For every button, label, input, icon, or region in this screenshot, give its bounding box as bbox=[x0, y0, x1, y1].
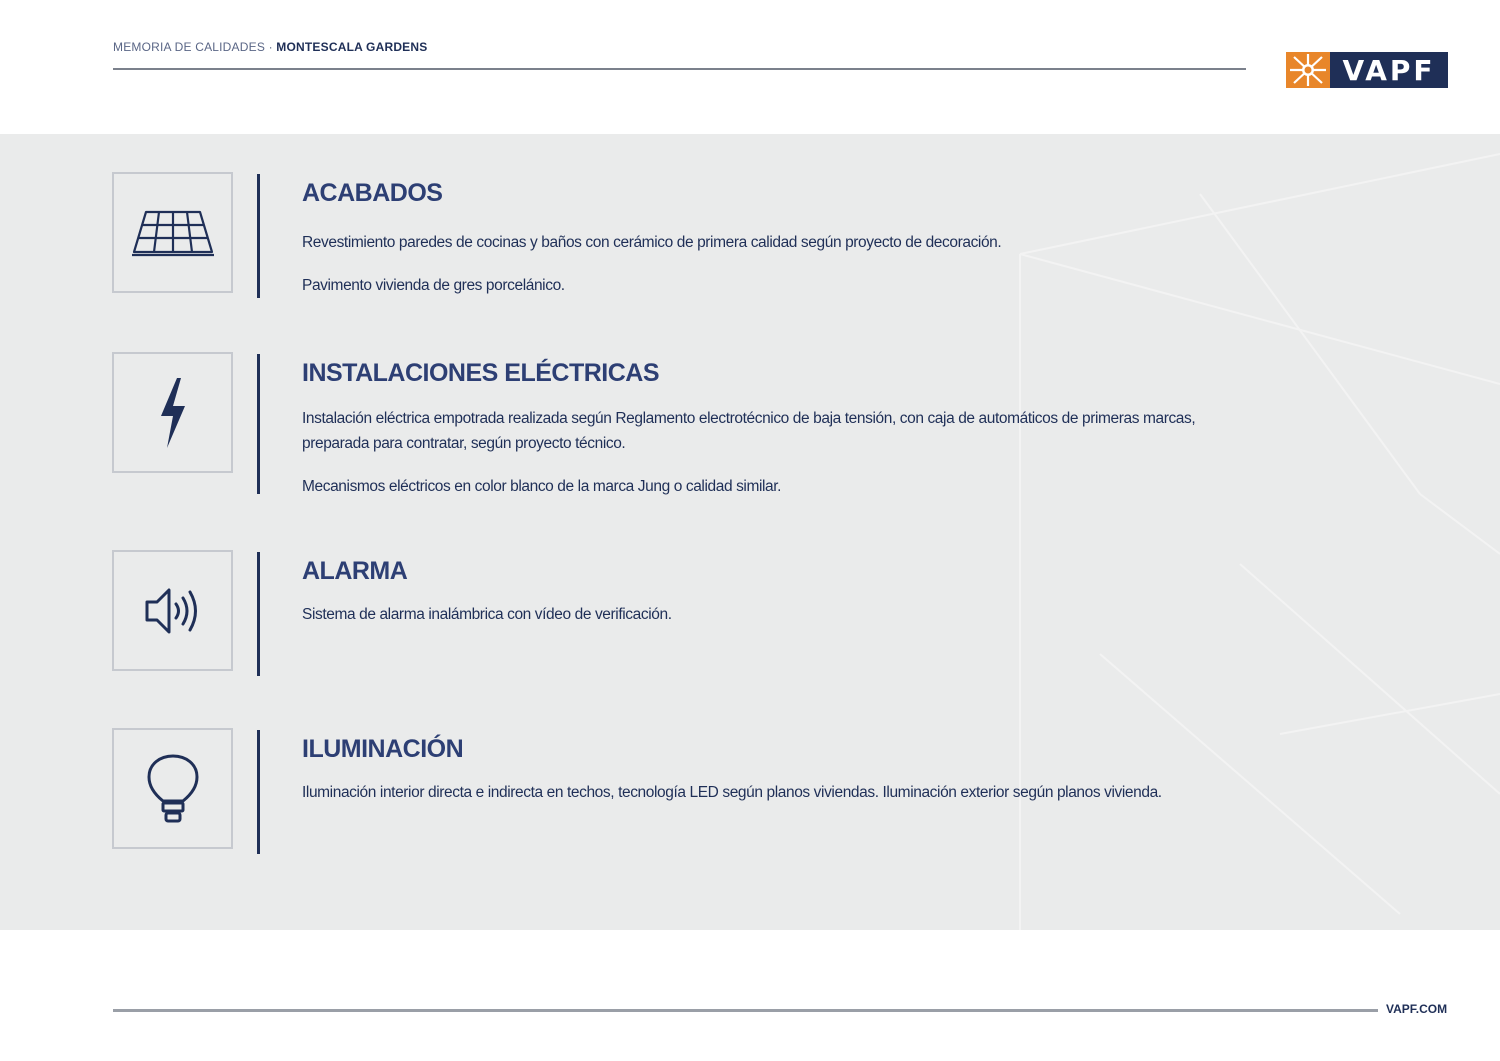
sun-logo-mark-icon bbox=[1286, 52, 1330, 88]
section-paragraph: Iluminación interior directa e indirecta en techos, tecnología LED según planos viviendas. Iluminación exterior según planos vivienda. bbox=[302, 784, 1162, 801]
header-divider bbox=[113, 68, 1246, 70]
speaker-sound-icon bbox=[112, 550, 233, 671]
section-title: INSTALACIONES ELÉCTRICAS bbox=[302, 359, 659, 387]
tile-floor-icon bbox=[112, 172, 233, 293]
section-divider bbox=[257, 354, 260, 494]
logo-wordmark: VAPF bbox=[1330, 52, 1448, 88]
section-divider bbox=[257, 552, 260, 676]
vapf-logo bbox=[1286, 52, 1448, 88]
section-paragraph: Instalación eléctrica empotrada realizada según Reglamento electrotécnico de baja tensión, con caja de automáticos de primeras marcas, preparada para contratar, según proyecto técnico. bbox=[302, 410, 1196, 452]
document-header-title bbox=[113, 40, 427, 54]
footer-website-link[interactable]: VAPF.COM bbox=[1386, 1002, 1448, 1016]
section-paragraph: Revestimiento paredes de cocinas y baños con cerámico de primera calidad según proyecto de decoración. bbox=[302, 234, 1002, 251]
lightning-bolt-icon bbox=[112, 352, 233, 473]
header-title-project: MONTESCALA GARDENS bbox=[276, 40, 428, 54]
section-title: ACABADOS bbox=[302, 179, 443, 207]
section-title: ALARMA bbox=[302, 557, 408, 585]
header-title-prefix: MEMORIA DE CALIDADES · bbox=[113, 40, 277, 54]
footer-divider bbox=[113, 1009, 1378, 1012]
section-divider bbox=[257, 730, 260, 854]
section-title: ILUMINACIÓN bbox=[302, 735, 464, 763]
section-paragraph: Pavimento vivienda de gres porcelánico. bbox=[302, 277, 565, 294]
section-paragraph: Sistema de alarma inalámbrica con vídeo de verificación. bbox=[302, 606, 672, 623]
section-paragraph: Mecanismos eléctricos en color blanco de la marca Jung o calidad similar. bbox=[302, 478, 782, 495]
light-bulb-icon bbox=[112, 728, 233, 849]
section-divider bbox=[257, 174, 260, 298]
